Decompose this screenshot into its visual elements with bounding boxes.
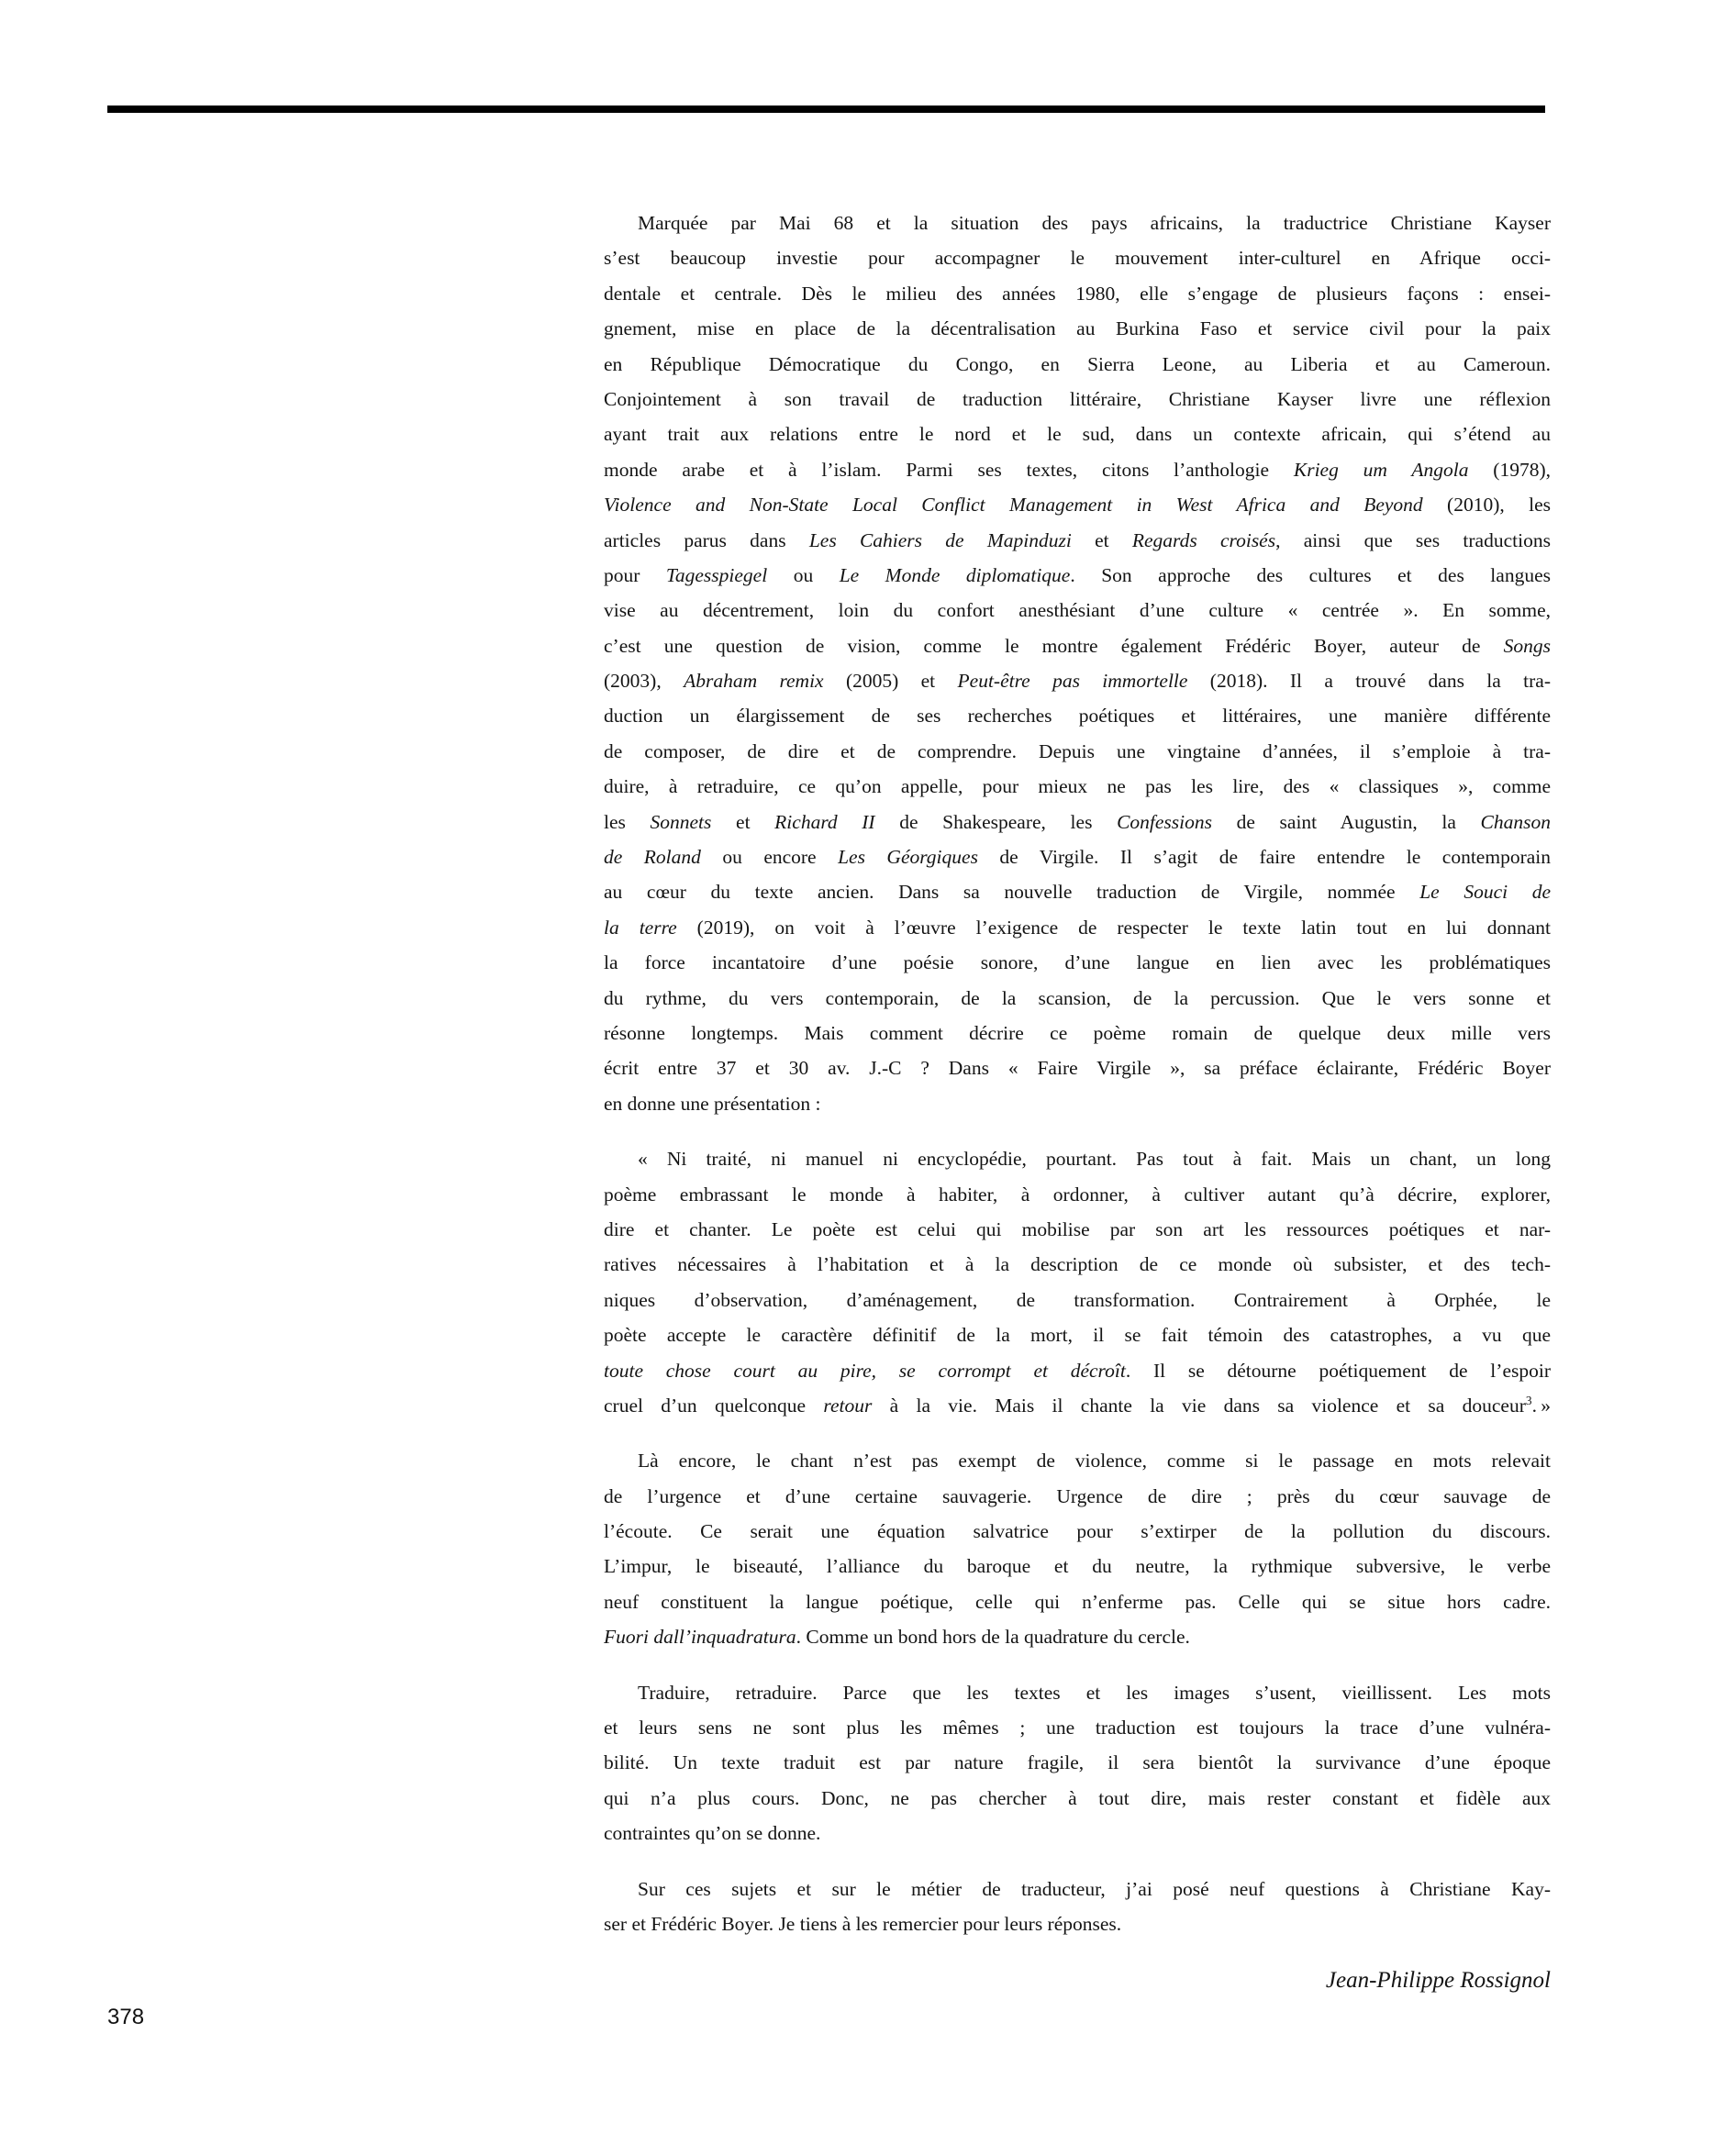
text-line: poème embrassant le monde à habiter, à ordonner, à cultiver autant qu’à décrire, explorer,: [604, 1183, 1551, 1206]
text-line: Marquée par Mai 68 et la situation des pays africains, la traductrice Christiane Kayser: [638, 212, 1551, 234]
text-line: cruel d’un quelconque retour à la vie. Mais il chante la vie dans sa violence et sa douceur$^3$. »: [604, 1393, 1551, 1417]
text-line: les Sonnets et Richard II de Shakespeare, les Confessions de saint Augustin, la Chanson: [604, 810, 1551, 833]
text-line: et leurs sens ne sont plus les mêmes ; une traduction est toujours la trace d’une vulnéra-: [604, 1717, 1551, 1739]
text-line: Là encore, le chant n’est pas exempt de violence, comme si le passage en mots relevait: [638, 1450, 1551, 1473]
paragraphs-container: [604, 206, 1551, 1941]
text-line: articles parus dans Les Cahiers de Mapinduzi et Regards croisés, ainsi que ses traductions: [604, 528, 1551, 551]
text-line: vise au décentrement, loin du confort anesthésiant d’une culture « centrée ». En somme,: [604, 599, 1551, 622]
text-line: écrit entre 37 et 30 av. J.-C ? Dans « Faire Virgile », sa préface éclairante, Frédéric Boyer: [604, 1057, 1551, 1080]
paragraph: [604, 1872, 1551, 1942]
text-line: de l’urgence et d’une certaine sauvagerie. Urgence de dire ; près du cœur sauvage de: [604, 1484, 1551, 1507]
text-line: Sur ces sujets et sur le métier de traducteur, j’ai posé neuf questions à Christiane Kay-: [638, 1877, 1551, 1900]
text-line: résonne longtemps. Mais comment décrire ce poème romain de quelque deux mille vers: [604, 1021, 1551, 1044]
text-line: poète accepte le caractère définitif de la mort, il se fait témoin des catastrophes, a vu que: [604, 1324, 1551, 1347]
text-line: L’impur, le biseauté, l’alliance du baroque et du neutre, la rythmique subversive, le verbe: [604, 1555, 1551, 1578]
page-number: 378: [107, 2005, 145, 2029]
text-line: Fuori dall’inquadratura. Comme un bond hors de la quadrature du cercle.: [604, 1626, 1190, 1649]
text-line: dentale et centrale. Dès le milieu des années 1980, elle s’engage de plusieurs façons : ensei-: [604, 282, 1551, 305]
text-line: du rythme, du vers contemporain, de la scansion, de la percussion. Que le vers sonne et: [604, 986, 1551, 1009]
text-line: monde arabe et à l’islam. Parmi ses textes, citons l’anthologie Krieg um Angola (1978),: [604, 458, 1551, 481]
text-line: l’écoute. Ce serait une équation salvatrice pour s’extirper de la pollution du discours.: [604, 1520, 1551, 1543]
text-line: « Ni traité, ni manuel ni encyclopédie, pourtant. Pas tout à fait. Mais un chant, un long: [638, 1148, 1551, 1171]
text-line: s’est beaucoup investie pour accompagner le mouvement inter-culturel en Afrique occi-: [604, 247, 1551, 270]
footnote-marker: 3: [1525, 1393, 1532, 1407]
text-line: ser et Frédéric Boyer. Je tiens à les remercier pour leurs réponses.: [604, 1912, 1122, 1935]
paragraph: [604, 1443, 1551, 1654]
text-line: en donne une présentation :: [604, 1092, 821, 1115]
text-line: au cœur du texte ancien. Dans sa nouvelle traduction de Virgile, nommée Le Souci de: [604, 881, 1551, 904]
text-line: neuf constituent la langue poétique, celle qui n’enferme pas. Celle qui se situe hors cadre.: [604, 1590, 1551, 1613]
text-line: niques d’observation, d’aménagement, de transformation. Contrairement à Orphée, le: [604, 1288, 1551, 1311]
text-block: [604, 206, 1551, 1999]
text-line: toute chose court au pire, se corrompt et décroît. Il se détourne poétiquement de l’espoir: [604, 1359, 1551, 1382]
text-line: qui n’a plus cours. Donc, ne pas chercher à tout dire, mais rester constant et fidèle aux: [604, 1786, 1551, 1809]
text-line: dire et chanter. Le poète est celui qui mobilise par son art les ressources poétiques et nar-: [604, 1217, 1551, 1240]
paragraph: [604, 206, 1551, 1121]
text-line: contraintes qu’on se donne.: [604, 1822, 821, 1845]
text-line: c’est une question de vision, comme le montre également Frédéric Boyer, auteur de Songs: [604, 634, 1551, 657]
text-line: (2003), Abraham remix (2005) et Peut-être pas immortelle (2018). Il a trouvé dans la tra-: [604, 670, 1551, 693]
author-signature: Jean-Philippe Rossignol: [1325, 1968, 1551, 1994]
text-line: gnement, mise en place de la décentralisation au Burkina Faso et service civil pour la paix: [604, 317, 1551, 340]
text-line: de Roland ou encore Les Géorgiques de Virgile. Il s’agit de faire entendre le contemporain: [604, 846, 1551, 869]
paragraph: [604, 1141, 1551, 1423]
text-line: la force incantatoire d’une poésie sonore, d’une langue en lien avec les problématiques: [604, 951, 1551, 974]
text-line: Traduire, retraduire. Parce que les textes et les images s’usent, vieillissent. Les mots: [638, 1681, 1551, 1704]
text-line: en République Démocratique du Congo, en Sierra Leone, au Liberia et au Cameroun.: [604, 352, 1551, 375]
text-line: ayant trait aux relations entre le nord et le sud, dans un contexte africain, qui s’étend au: [604, 423, 1551, 446]
text-line: la terre (2019), on voit à l’œuvre l’exigence de respecter le texte latin tout en lui donnant: [604, 916, 1551, 939]
text-line: de composer, de dire et de comprendre. Depuis une vingtaine d’années, il s’emploie à tra-: [604, 739, 1551, 762]
text-line: bilité. Un texte traduit est par nature fragile, il sera bientôt la survivance d’une époque: [604, 1751, 1551, 1774]
paragraph: [604, 1675, 1551, 1851]
text-line: Conjointement à son travail de traduction littéraire, Christiane Kayser livre une réflexion: [604, 387, 1551, 410]
text-line: ratives nécessaires à l’habitation et à la description de ce monde où subsister, et des tech-: [604, 1253, 1551, 1276]
text-line: Violence and Non-State Local Conflict Management in West Africa and Beyond (2010), les: [604, 494, 1551, 517]
text-line: pour Tagesspiegel ou Le Monde diplomatique. Son approche des cultures et des langues: [604, 563, 1551, 586]
top-rule: [107, 106, 1545, 113]
text-line: duction un élargissement de ses recherches poétiques et littéraires, une manière différente: [604, 705, 1551, 728]
text-line: duire, à retraduire, ce qu’on appelle, pour mieux ne pas les lire, des « classiques », comme: [604, 775, 1551, 798]
